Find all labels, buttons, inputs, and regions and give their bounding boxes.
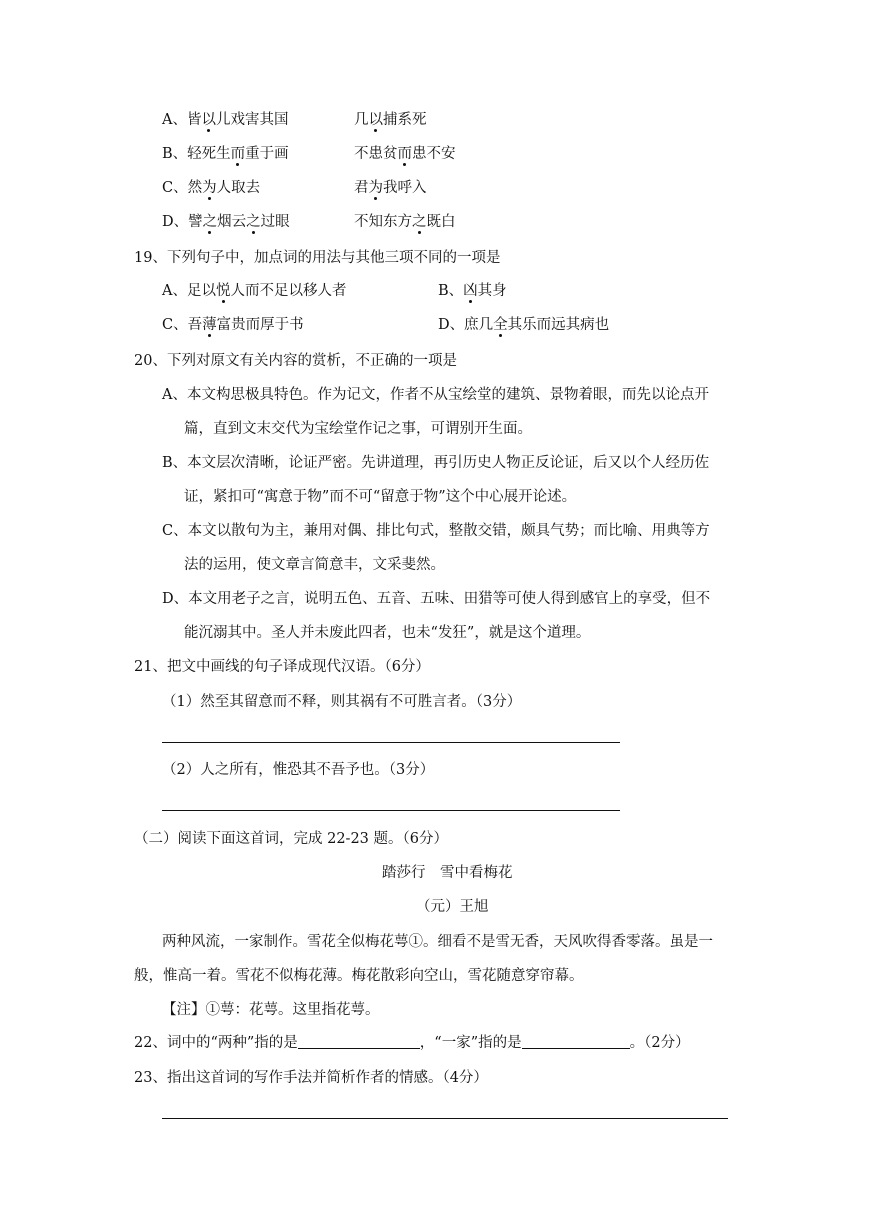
q19-option-d: D、庶几全其乐而远其病也 <box>438 317 610 333</box>
q21-sub2: （2）人之所有，惟恐其不吾予也。（3分） <box>162 762 435 778</box>
q19-option-c: C、吾薄富贵而厚于书 <box>162 317 304 333</box>
poem-note: 【注】①萼：花萼。这里指花萼。 <box>162 1002 380 1018</box>
q21-stem: 21、把文中画线的句子译成现代汉语。（6分） <box>134 659 430 675</box>
q18-option-d-compare: 不知东方之既白 <box>354 214 456 230</box>
q18-option-a: A、皆以儿戏害其国 <box>162 112 289 128</box>
q23-stem: 23、指出这首词的写作手法并简析作者的情感。（4分） <box>134 1070 488 1086</box>
q18-option-c-compare: 君为我呼入 <box>354 180 427 196</box>
q21-sub1-answer-line[interactable] <box>162 742 620 743</box>
q18-option-a-compare: 几以捕系死 <box>354 112 427 128</box>
q20-option-c-line2: 法的运用，使文章言简意丰，文采斐然。 <box>184 557 445 573</box>
q20-option-b-line2: 证，紧扣可“寓意于物”而不可“留意于物”这个中心展开论述。 <box>184 489 577 505</box>
poem-line-1: 两种风流，一家制作。雪花全似梅花萼①。细看不是雪无香，天风吹得香零落。虽是一 <box>162 934 713 950</box>
q20-option-d-line2: 能沉溺其中。圣人并未废此四者，也未“发狂”，就是这个道理。 <box>184 625 591 641</box>
q20-option-a-line1: A、本文构思极具特色。作为记文，作者不从宝绘堂的建筑、景物着眼，而先以论点开 <box>162 387 709 403</box>
section2-intro: （二）阅读下面这首词，完成 22-23 题。（6分） <box>134 831 448 847</box>
q19-option-b: B、凶其身 <box>438 283 507 299</box>
q22-part2: ，“一家”指的是 <box>419 1035 522 1051</box>
q20-stem: 20、下列对原文有关内容的赏析，不正确的一项是 <box>134 353 457 369</box>
q22-part1: 22、词中的“两种”指的是 <box>134 1035 298 1051</box>
q22-line <box>134 1033 690 1053</box>
q22-blank-1[interactable] <box>298 1034 420 1049</box>
q20-option-d-line1: D、本文用老子之言，说明五色、五音、五味、田猎等可使人得到感官上的享受，但不 <box>162 591 711 607</box>
q19-stem: 19、下列句子中，加点词的用法与其他三项不同的一项是 <box>134 250 501 266</box>
q23-answer-line[interactable] <box>162 1118 728 1119</box>
poem-author: （元）王旭 <box>416 899 489 915</box>
q20-option-c-line1: C、本文以散句为主，兼用对偶、排比句式，整散交错，颇具气势；而比喻、用典等方 <box>162 523 710 539</box>
q21-sub2-answer-line[interactable] <box>162 810 620 811</box>
q20-option-a-line2: 篇，直到文末交代为宝绘堂作记之事，可谓别开生面。 <box>184 421 532 437</box>
q19-option-a: A、足以悦人而不足以移人者 <box>162 283 347 299</box>
q21-sub1: （1）然至其留意而不释，则其祸有不可胜言者。（3分） <box>162 694 522 710</box>
q18-option-d: D、譬之烟云之过眼 <box>162 214 290 230</box>
q20-option-b-line1: B、本文层次清晰，论证严密。先讲道理，再引历史人物正反论证，后又以个人经历佐 <box>162 455 710 471</box>
q22-blank-2[interactable] <box>522 1034 630 1049</box>
q18-option-b-compare: 不患贫而患不安 <box>354 146 456 162</box>
poem-title: 踏莎行 雪中看梅花 <box>382 865 513 881</box>
poem-line-2: 般，惟高一着。雪花不似梅花薄。梅花散彩向空山，雪花随意穿帘幕。 <box>134 968 584 984</box>
q18-option-b: B、轻死生而重于画 <box>162 146 289 162</box>
q22-part3: 。（2分） <box>629 1035 690 1051</box>
q18-option-c: C、然为人取去 <box>162 180 261 196</box>
